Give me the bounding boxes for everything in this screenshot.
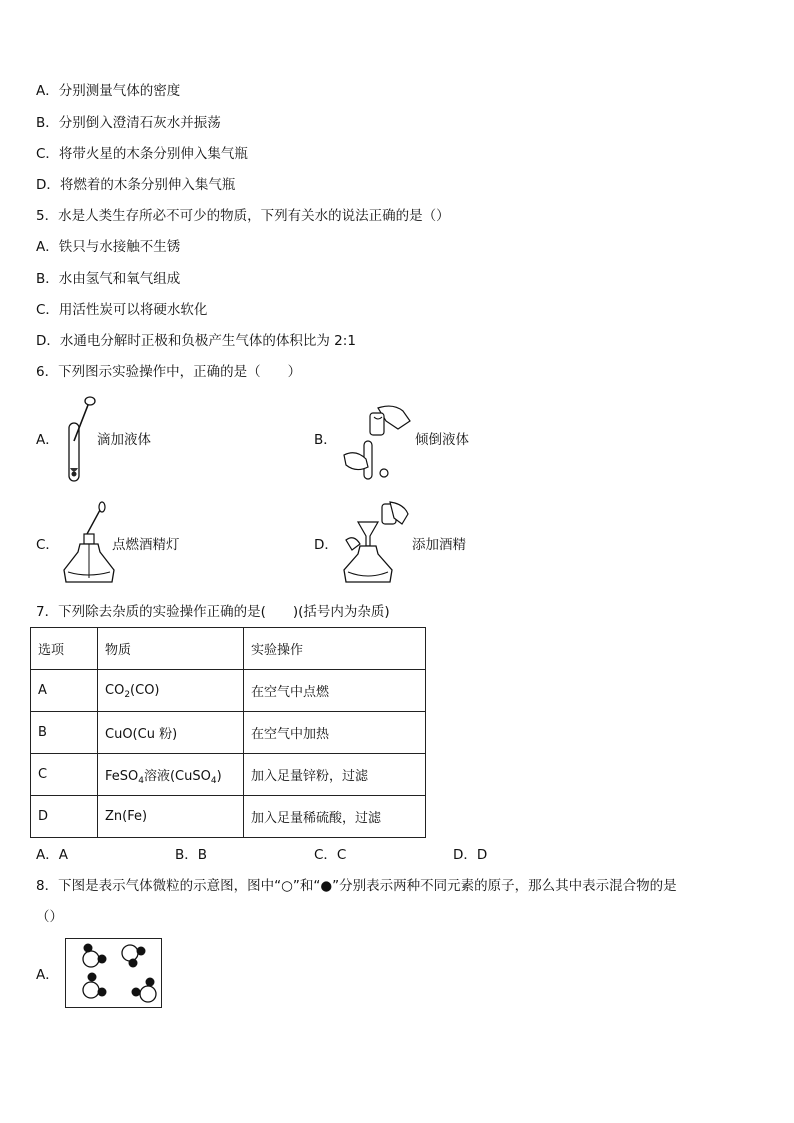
q5-option-b: B．水由氢气和氧气组成 <box>36 271 181 287</box>
molecule-particles-figure <box>66 939 161 1007</box>
q7-answer-b: B．B <box>175 847 208 863</box>
row-option: C <box>31 754 98 796</box>
header-substance: 物质 <box>98 628 244 670</box>
row-operation: 在空气中加热 <box>244 712 426 754</box>
row-substance: Zn(Fe) <box>98 796 244 838</box>
q6-option-d-caption: 添加酒精 <box>412 537 466 553</box>
q4-option-d: D．将燃着的木条分别伸入集气瓶 <box>36 177 236 193</box>
q5-option-c: C．用活性炭可以将硬水软化 <box>36 302 208 318</box>
q4-option-c: C．将带火星的木条分别伸入集气瓶 <box>36 146 248 162</box>
row-substance: CuO(Cu 粉) <box>98 712 244 754</box>
q7-answer-d: D．D <box>453 847 488 863</box>
row-substance: $CO_2(CO)$ <box>98 670 244 712</box>
header-operation: 实验操作 <box>244 628 426 670</box>
table-row <box>31 796 426 838</box>
q5-option-a: A．铁只与水接触不生锈 <box>36 239 181 255</box>
q8-stem: 8．下图是表示气体微粒的示意图，图中“○”和“●”分别表示两种不同元素的原子，那么其中表示混合物的是 <box>36 878 677 894</box>
q6-option-d-letter: D． <box>314 537 338 553</box>
q6-option-a-caption: 滴加液体 <box>97 432 151 448</box>
q6-option-b-caption: 倾倒液体 <box>415 432 469 448</box>
table-header-row <box>31 628 426 670</box>
q6-option-b-letter: B． <box>314 432 337 448</box>
q4-option-b: B．分别倒入澄清石灰水并振荡 <box>36 115 221 131</box>
row-option: B <box>31 712 98 754</box>
lighting-alcohol-lamp-figure <box>60 500 120 588</box>
q7-stem: 7．下列除去杂质的实验操作正确的是( )(括号内为杂质) <box>36 604 390 620</box>
q8-option-a-letter: A． <box>36 967 59 983</box>
q5-stem: 5．水是人类生存所必不可少的物质，下列有关水的说法正确的是（） <box>36 208 450 224</box>
q7-answer-c: C．C <box>314 847 347 863</box>
q8-stem-cont: （） <box>36 909 63 925</box>
q7-table <box>30 627 426 838</box>
row-substance: FeSO$_4$溶液(CuSO$_4$) <box>98 754 244 796</box>
table-row <box>31 712 426 754</box>
pouring-liquid-figure <box>338 403 413 485</box>
q5-option-d: D．水通电分解时正极和负极产生气体的体积比为 2:1 <box>36 333 356 349</box>
row-operation: 在空气中点燃 <box>244 670 426 712</box>
q6-option-c-caption: 点燃酒精灯 <box>112 537 180 553</box>
row-operation: 加入足量锌粉，过滤 <box>244 754 426 796</box>
q4-option-a: A．分别测量气体的密度 <box>36 83 181 99</box>
row-option: D <box>31 796 98 838</box>
q6-stem: 6．下列图示实验操作中，正确的是（ ） <box>36 364 302 380</box>
q6-option-a-letter: A． <box>36 432 59 448</box>
q6-option-c-letter: C． <box>36 537 59 553</box>
table-row <box>31 670 426 712</box>
adding-alcohol-figure <box>338 500 413 588</box>
row-option: A <box>31 670 98 712</box>
q7-answer-a: A．A <box>36 847 68 863</box>
molecule-diagram-box <box>65 938 162 1008</box>
row-operation: 加入足量稀硫酸，过滤 <box>244 796 426 838</box>
header-option: 选项 <box>31 628 98 670</box>
table-row <box>31 754 426 796</box>
